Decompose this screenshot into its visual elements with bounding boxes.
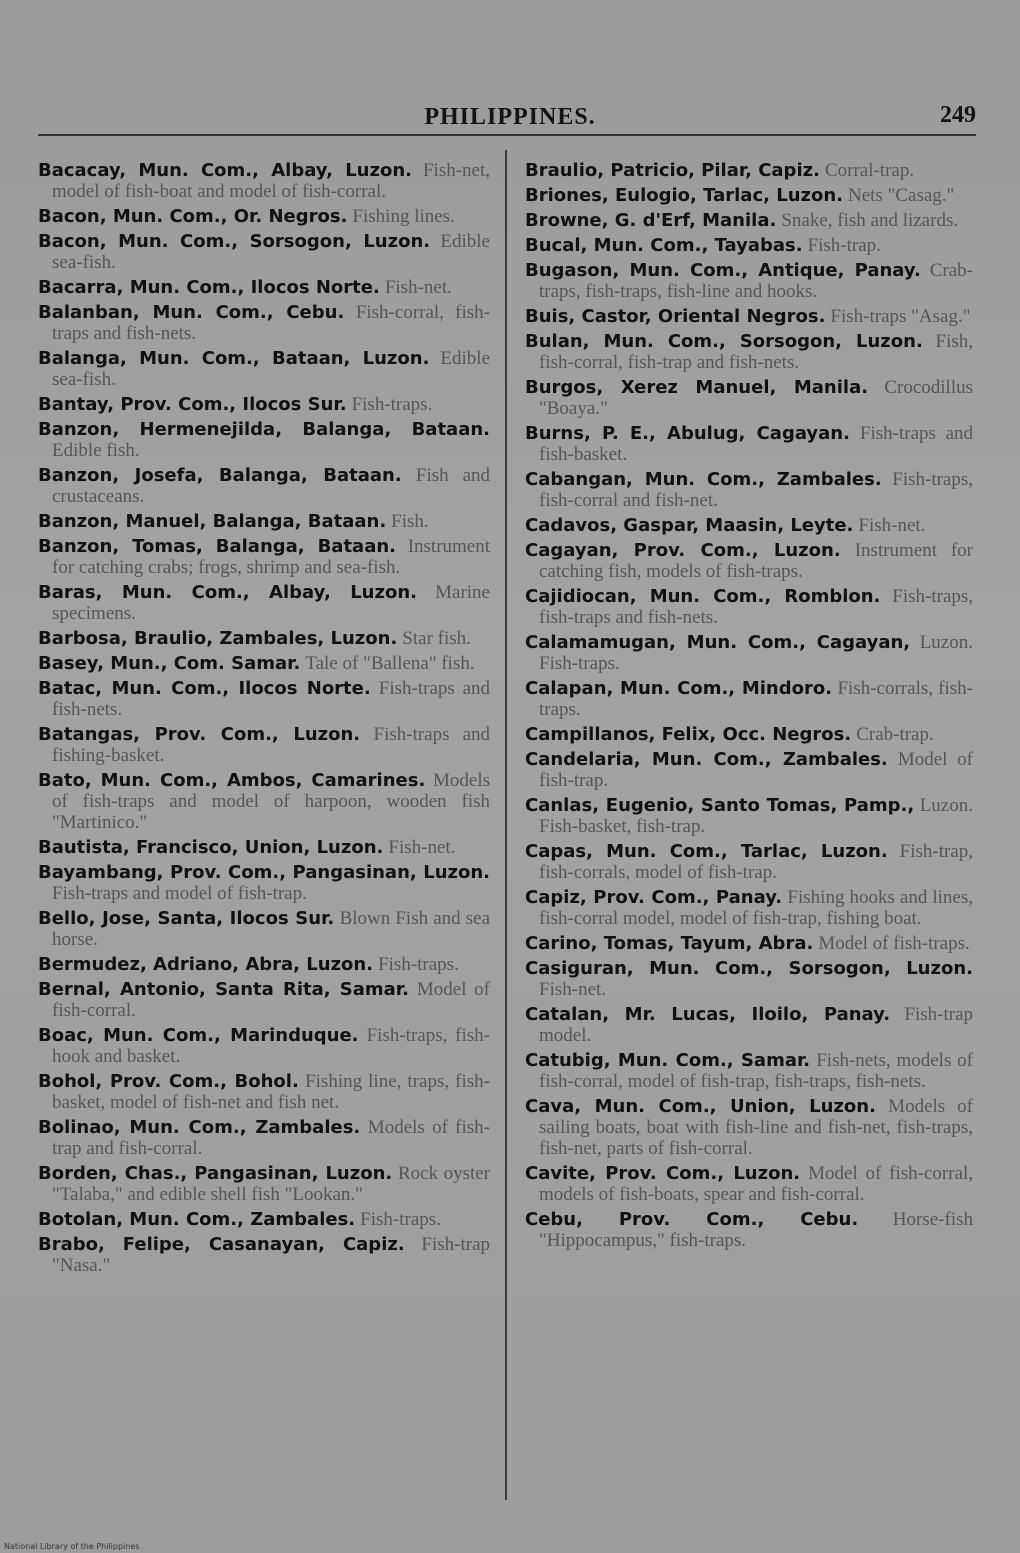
entry-name: Brabo, Felipe, Casanayan, Capiz. bbox=[38, 1234, 405, 1255]
entry-name: Capiz, Prov. Com., Panay. bbox=[525, 887, 783, 908]
index-entry bbox=[525, 887, 973, 929]
entry-name: Cebu, Prov. Com., Cebu. bbox=[525, 1209, 859, 1230]
entry-name: Batangas, Prov. Com., Luzon. bbox=[38, 724, 361, 745]
index-entry bbox=[525, 841, 973, 883]
entry-name: Boac, Mun. Com., Marinduque. bbox=[38, 1025, 359, 1046]
index-entry bbox=[525, 469, 973, 511]
entry-items: Instrument for catching fish, models of fish-traps. bbox=[539, 540, 973, 582]
entry-items: Fish-trap, fish-corrals, model of fish-trap. bbox=[539, 841, 973, 883]
entry-name: Bacarra, Mun. Com., Ilocos Norte. bbox=[38, 277, 380, 298]
index-entry bbox=[525, 586, 973, 628]
entry-items: Luzon. Fish-traps. bbox=[539, 632, 973, 674]
index-entry bbox=[38, 1025, 490, 1067]
index-entry bbox=[525, 185, 973, 206]
entry-items: Tale of "Ballena" fish. bbox=[305, 653, 475, 674]
index-entry bbox=[38, 206, 490, 227]
entry-items: Models of sailing boats, boat with fish-line and fish-net, fish-traps, fish-net, parts of fish-corral. bbox=[539, 1096, 973, 1159]
entry-items: Models of fish-traps and model of harpoon, wooden fish "Martinico." bbox=[52, 770, 491, 833]
entry-name: Bohol, Prov. Com., Bohol. bbox=[38, 1071, 299, 1092]
entry-name: Banzon, Josefa, Balanga, Bataan. bbox=[38, 465, 402, 486]
entry-name: Bayambang, Prov. Com., Pangasinan, Luzon. bbox=[38, 862, 490, 883]
entry-name: Basey, Mun., Com. Samar. bbox=[38, 653, 301, 674]
index-entry bbox=[38, 724, 490, 766]
index-entry bbox=[38, 954, 490, 975]
entry-items: Model of fish-traps. bbox=[818, 933, 970, 954]
entry-name: Banzon, Tomas, Balanga, Bataan. bbox=[38, 536, 396, 557]
index-entry bbox=[38, 465, 490, 507]
index-entry bbox=[38, 582, 490, 624]
entry-name: Cavite, Prov. Com., Luzon. bbox=[525, 1163, 801, 1184]
index-entry bbox=[38, 653, 490, 674]
entry-items: Fish-net. bbox=[384, 277, 452, 298]
entry-name: Cagayan, Prov. Com., Luzon. bbox=[525, 540, 841, 561]
entry-items: Marine specimens. bbox=[52, 582, 490, 624]
entry-items: Rock oyster "Talaba," and edible shell fish "Lookan." bbox=[52, 1163, 491, 1205]
entry-name: Bantay, Prov. Com., Ilocos Sur. bbox=[38, 394, 347, 415]
entry-items: Fish-net. bbox=[858, 515, 926, 536]
entry-name: Burns, P. E., Abulug, Cagayan. bbox=[525, 423, 850, 444]
entry-items: Crab-traps, fish-traps, fish-line and hooks. bbox=[539, 260, 973, 302]
entry-items: Fish-trap model. bbox=[539, 1004, 973, 1046]
page-number: 249 bbox=[940, 102, 976, 128]
entry-items: Fish-trap. bbox=[807, 235, 881, 256]
entry-name: Calapan, Mun. Com., Mindoro. bbox=[525, 678, 833, 699]
index-entry bbox=[525, 724, 973, 745]
entry-name: Cabangan, Mun. Com., Zambales. bbox=[525, 469, 882, 490]
entry-items: Fishing line, traps, fish-basket, model of fish-net and fish net. bbox=[52, 1071, 490, 1113]
entry-name: Bugason, Mun. Com., Antique, Panay. bbox=[525, 260, 921, 281]
index-entry bbox=[38, 908, 490, 950]
index-entry bbox=[525, 210, 973, 231]
entry-items: Fish-net. bbox=[388, 837, 456, 858]
entry-items: Fish-traps "Asag." bbox=[830, 306, 971, 327]
index-entry bbox=[38, 862, 490, 904]
entry-name: Bucal, Mun. Com., Tayabas. bbox=[525, 235, 803, 256]
entry-name: Cadavos, Gaspar, Maasin, Leyte. bbox=[525, 515, 854, 536]
entry-name: Cava, Mun. Com., Union, Luzon. bbox=[525, 1096, 876, 1117]
index-entry bbox=[525, 1209, 973, 1251]
entry-items: Blown Fish and sea horse. bbox=[52, 908, 491, 950]
entry-items: Fish-traps, fish-hook and basket. bbox=[52, 1025, 491, 1067]
entry-items: Fish-nets, models of fish-corral, model of fish-trap, fish-traps, fish-nets. bbox=[539, 1050, 974, 1092]
entry-name: Bacon, Mun. Com., Or. Negros. bbox=[38, 206, 348, 227]
index-entry bbox=[525, 749, 973, 791]
index-entry bbox=[525, 1096, 973, 1159]
entry-name: Bernal, Antonio, Santa Rita, Samar. bbox=[38, 979, 409, 1000]
index-entry bbox=[38, 302, 490, 344]
entry-name: Borden, Chas., Pangasinan, Luzon. bbox=[38, 1163, 393, 1184]
index-entry bbox=[38, 419, 490, 461]
index-entry bbox=[525, 235, 973, 256]
entry-items: Fish and crustaceans. bbox=[52, 465, 490, 507]
index-entry bbox=[525, 632, 973, 674]
entry-name: Calamamugan, Mun. Com., Cagayan, bbox=[525, 632, 911, 653]
index-entry bbox=[38, 160, 490, 202]
index-entry bbox=[525, 678, 973, 720]
entry-name: Balanban, Mun. Com., Cebu. bbox=[38, 302, 345, 323]
index-entry bbox=[525, 377, 973, 419]
entry-items: Fish-traps and fish-basket. bbox=[539, 423, 974, 465]
entry-name: Barbosa, Braulio, Zambales, Luzon. bbox=[38, 628, 398, 649]
index-entry bbox=[525, 933, 973, 954]
index-entry bbox=[38, 628, 490, 649]
entry-name: Cajidiocan, Mun. Com., Romblon. bbox=[525, 586, 881, 607]
entry-items: Fish-corral, fish-traps and fish-nets. bbox=[52, 302, 490, 344]
entry-items: Edible sea-fish. bbox=[52, 348, 491, 390]
entry-name: Catalan, Mr. Lucas, Iloilo, Panay. bbox=[525, 1004, 891, 1025]
left-column bbox=[38, 160, 490, 1280]
entry-name: Bulan, Mun. Com., Sorsogon, Luzon. bbox=[525, 331, 923, 352]
entry-name: Braulio, Patricio, Pilar, Capiz. bbox=[525, 160, 820, 181]
entry-items: Fish-traps, fish-corral and fish-net. bbox=[539, 469, 973, 511]
entry-name: Botolan, Mun. Com., Zambales. bbox=[38, 1209, 356, 1230]
index-entry bbox=[38, 348, 490, 390]
index-entry bbox=[525, 423, 973, 465]
entry-items: Fish-corrals, fish-traps. bbox=[539, 678, 973, 720]
entry-name: Candelaria, Mun. Com., Zambales. bbox=[525, 749, 888, 770]
entry-items: Fish-trap "Nasa." bbox=[52, 1234, 491, 1276]
column-divider bbox=[505, 150, 507, 1500]
entry-name: Bacon, Mun. Com., Sorsogon, Luzon. bbox=[38, 231, 431, 252]
running-head bbox=[0, 100, 1020, 140]
index-entry bbox=[38, 1234, 490, 1276]
footer-credit: National Library of the Philippines bbox=[4, 1542, 140, 1551]
entry-items: Fish-traps and fish-nets. bbox=[52, 678, 490, 720]
index-entry bbox=[38, 1071, 490, 1113]
entry-items: Fishing lines. bbox=[352, 206, 455, 227]
entry-items: Fish-net, model of fish-boat and model of fish-corral. bbox=[52, 160, 491, 202]
entry-items: Luzon. Fish-basket, fish-trap. bbox=[539, 795, 973, 837]
entry-name: Bato, Mun. Com., Ambos, Camarines. bbox=[38, 770, 426, 791]
entry-items: Fish-traps and fishing-basket. bbox=[52, 724, 491, 766]
entry-name: Bello, Jose, Santa, Ilocos Sur. bbox=[38, 908, 335, 929]
index-entry bbox=[38, 1117, 490, 1159]
entry-name: Buis, Castor, Oriental Negros. bbox=[525, 306, 826, 327]
index-entry bbox=[525, 515, 973, 536]
entry-items: Edible sea-fish. bbox=[52, 231, 490, 273]
entry-items: Fish-traps and model of fish-trap. bbox=[52, 883, 307, 904]
page-title: PHILIPPINES. bbox=[424, 104, 596, 130]
entry-name: Campillanos, Felix, Occ. Negros. bbox=[525, 724, 852, 745]
index-entry bbox=[38, 536, 490, 578]
index-entry bbox=[525, 1163, 973, 1205]
entry-name: Baras, Mun. Com., Albay, Luzon. bbox=[38, 582, 417, 603]
index-entry bbox=[525, 540, 973, 582]
entry-items: Models of fish-trap and fish-corral. bbox=[52, 1117, 490, 1159]
entry-items: Model of fish-trap. bbox=[539, 749, 974, 791]
index-entry bbox=[38, 678, 490, 720]
index-entry bbox=[525, 260, 973, 302]
entry-items: Fish-traps. bbox=[378, 954, 459, 975]
index-entry bbox=[525, 1050, 973, 1092]
entry-name: Canlas, Eugenio, Santo Tomas, Pamp., bbox=[525, 795, 915, 816]
entry-items: Instrument for catching crabs; frogs, shrimp and sea-fish. bbox=[52, 536, 491, 578]
index-entry bbox=[38, 511, 490, 532]
entry-items: Fish. bbox=[391, 511, 429, 532]
entry-items: Crocodillus "Boaya." bbox=[539, 377, 974, 419]
entry-name: Bautista, Francisco, Union, Luzon. bbox=[38, 837, 384, 858]
entry-name: Batac, Mun. Com., Ilocos Norte. bbox=[38, 678, 371, 699]
entry-name: Bolinao, Mun. Com., Zambales. bbox=[38, 1117, 361, 1138]
index-entry bbox=[525, 958, 973, 1000]
entry-name: Banzon, Manuel, Balanga, Bataan. bbox=[38, 511, 387, 532]
header-rule bbox=[38, 134, 976, 136]
index-entry bbox=[525, 795, 973, 837]
entry-items: Fish-traps, fish-traps and fish-nets. bbox=[539, 586, 974, 628]
index-entry bbox=[38, 231, 490, 273]
index-entry bbox=[38, 770, 490, 833]
index-entry bbox=[525, 1004, 973, 1046]
index-entry bbox=[38, 837, 490, 858]
entry-items: Crab-trap. bbox=[856, 724, 934, 745]
entry-items: Fish, fish-corral, fish-trap and fish-nets. bbox=[539, 331, 973, 373]
entry-name: Browne, G. d'Erf, Manila. bbox=[525, 210, 777, 231]
entry-name: Briones, Eulogio, Tarlac, Luzon. bbox=[525, 185, 843, 206]
index-entry bbox=[525, 331, 973, 373]
entry-items: Fish-net. bbox=[539, 979, 607, 1000]
entry-name: Catubig, Mun. Com., Samar. bbox=[525, 1050, 811, 1071]
entry-items: Model of fish-corral. bbox=[52, 979, 491, 1021]
right-column bbox=[525, 160, 973, 1255]
entry-items: Model of fish-corral, models of fish-boats, spear and fish-corral. bbox=[539, 1163, 973, 1205]
entry-items: Nets "Casag." bbox=[848, 185, 955, 206]
entry-items: Corral-trap. bbox=[824, 160, 915, 181]
entry-items: Snake, fish and lizards. bbox=[781, 210, 959, 231]
entry-name: Carino, Tomas, Tayum, Abra. bbox=[525, 933, 814, 954]
index-entry bbox=[38, 979, 490, 1021]
index-entry bbox=[525, 160, 973, 181]
index-entry bbox=[38, 277, 490, 298]
entry-name: Banzon, Hermenejilda, Balanga, Bataan. bbox=[38, 419, 490, 440]
index-entry bbox=[38, 1163, 490, 1205]
entry-items: Fish-traps. bbox=[351, 394, 433, 415]
index-entry bbox=[38, 394, 490, 415]
entry-name: Bermudez, Adriano, Abra, Luzon. bbox=[38, 954, 374, 975]
entry-name: Casiguran, Mun. Com., Sorsogon, Luzon. bbox=[525, 958, 973, 979]
entry-items: Fishing hooks and lines, fish-corral model, model of fish-trap, fishing boat. bbox=[539, 887, 974, 929]
entry-items: Horse-fish "Hippocampus," fish-traps. bbox=[539, 1209, 973, 1251]
index-entry bbox=[38, 1209, 490, 1230]
entry-name: Burgos, Xerez Manuel, Manila. bbox=[525, 377, 869, 398]
entry-name: Bacacay, Mun. Com., Albay, Luzon. bbox=[38, 160, 412, 181]
entry-items: Edible fish. bbox=[52, 440, 140, 461]
entry-items: Fish-traps. bbox=[360, 1209, 441, 1230]
entry-items: Star fish. bbox=[402, 628, 471, 649]
index-entry bbox=[525, 306, 973, 327]
entry-name: Balanga, Mun. Com., Bataan, Luzon. bbox=[38, 348, 430, 369]
entry-name: Capas, Mun. Com., Tarlac, Luzon. bbox=[525, 841, 888, 862]
